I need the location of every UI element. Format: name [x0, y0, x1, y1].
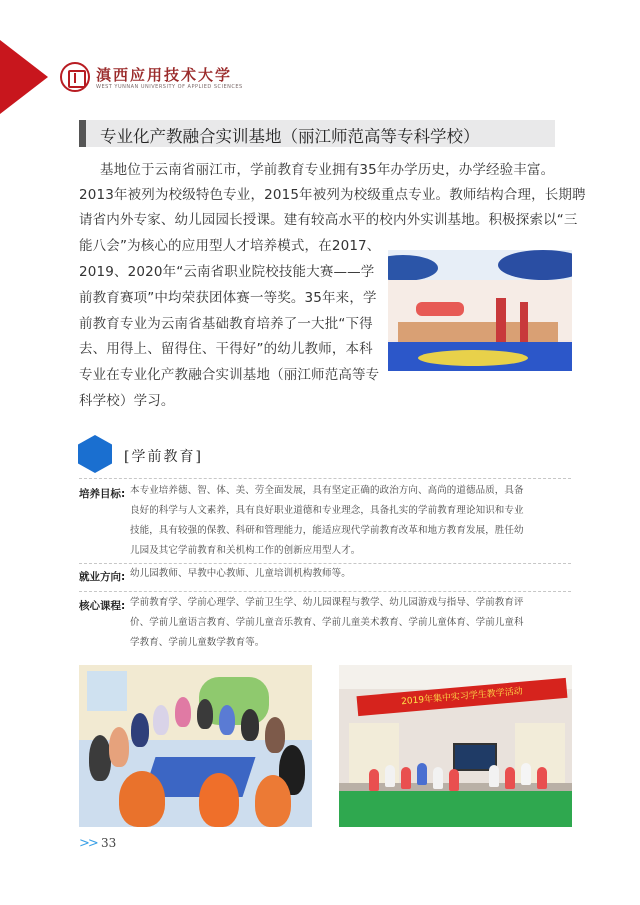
field-text: 幼儿园教师、早教中心教师、儿童培训机构教师等。 — [130, 568, 351, 579]
intro-line: 去、用得上、留得住、干得好”的幼儿教师，本科 — [79, 341, 373, 357]
intro-line: 科学校）学习。 — [79, 393, 175, 409]
intro-line: 前教育赛项”中均荣获团体赛一等奖。35年来，学 — [79, 290, 377, 306]
field-text: 学教育、学前儿童数学教育等。 — [130, 637, 265, 648]
field-text: 价、学前儿童语言教育、学前儿童音乐教育、学前儿童美术教育、学前儿童体育、学前儿童科 — [130, 617, 524, 628]
field-text: 技能，具有较强的保教、科研和管理能力，能适应现代学前教育改革和地方教育发展，胜任幼 — [130, 525, 524, 536]
field-label-employment: 就业方向: — [79, 571, 126, 583]
divider — [79, 591, 571, 592]
intro-line: 前教育专业为云南省基础教育培养了一大批“下得 — [79, 316, 373, 332]
classroom-photo — [388, 250, 572, 371]
intro-line: 2019、2020年“云南省职业院校技能大赛——学 — [79, 264, 375, 280]
field-text: 良好的科学与人文素养，具有良好职业道德和专业理念，具备扎实的学前教育理论知识和专业 — [130, 505, 524, 516]
intro-line: 能八会”为核心的应用型人才培养模式，在2017、 — [79, 238, 381, 254]
practicum-class-photo — [339, 665, 572, 827]
field-label-training-goal: 培养目标: — [79, 488, 126, 500]
page-title: 专业化产教融合实训基地（丽江师范高等专科学校） — [100, 127, 480, 146]
section-title-bar — [79, 120, 555, 147]
intro-line: 请省内外专家、幼儿园园长授课。建有较高水平的校内外实训基地。积极探索以“三 — [79, 212, 578, 228]
intro-line: 2013年被列为校级特色专业，2015年被列为校级重点专业。教师结构合理，长期聘 — [79, 187, 586, 203]
divider — [79, 478, 571, 479]
university-name-cn: 滇西应用技术大学 — [96, 66, 233, 84]
intro-line: 专业在专业化产教融合实训基地（丽江师范高等专 — [79, 367, 380, 383]
hexagon-icon — [78, 435, 112, 473]
field-text: 儿园及其它学前教育和关机构工作的创新应用型人才。 — [130, 545, 361, 556]
intro-line: 基地位于云南省丽江市，学前教育专业拥有35年办学历史，办学经验丰富。 — [100, 162, 555, 178]
field-text: 本专业培养德、智、体、美、劳全面发展，具有坚定正确的政治方向、高尚的道德品质，具备 — [130, 485, 524, 496]
university-name-en: WEST YUNNAN UNIVERSITY OF APPLIED SCIENCES — [96, 84, 243, 90]
major-name: [学前教育] — [124, 449, 203, 465]
university-logo-icon — [60, 62, 90, 92]
page-arrows-icon: >> — [79, 836, 97, 851]
corner-red-triangle — [0, 40, 48, 114]
page-number: 33 — [101, 836, 117, 850]
students-circle-photo — [79, 665, 312, 827]
field-label-core-courses: 核心课程: — [79, 600, 126, 612]
field-text: 学前教育学、学前心理学、学前卫生学、幼儿园课程与教学、幼儿园游戏与指导、学前教育评 — [130, 597, 524, 608]
photo-banner: 2019年集中实习学生教学活动 — [357, 678, 568, 716]
